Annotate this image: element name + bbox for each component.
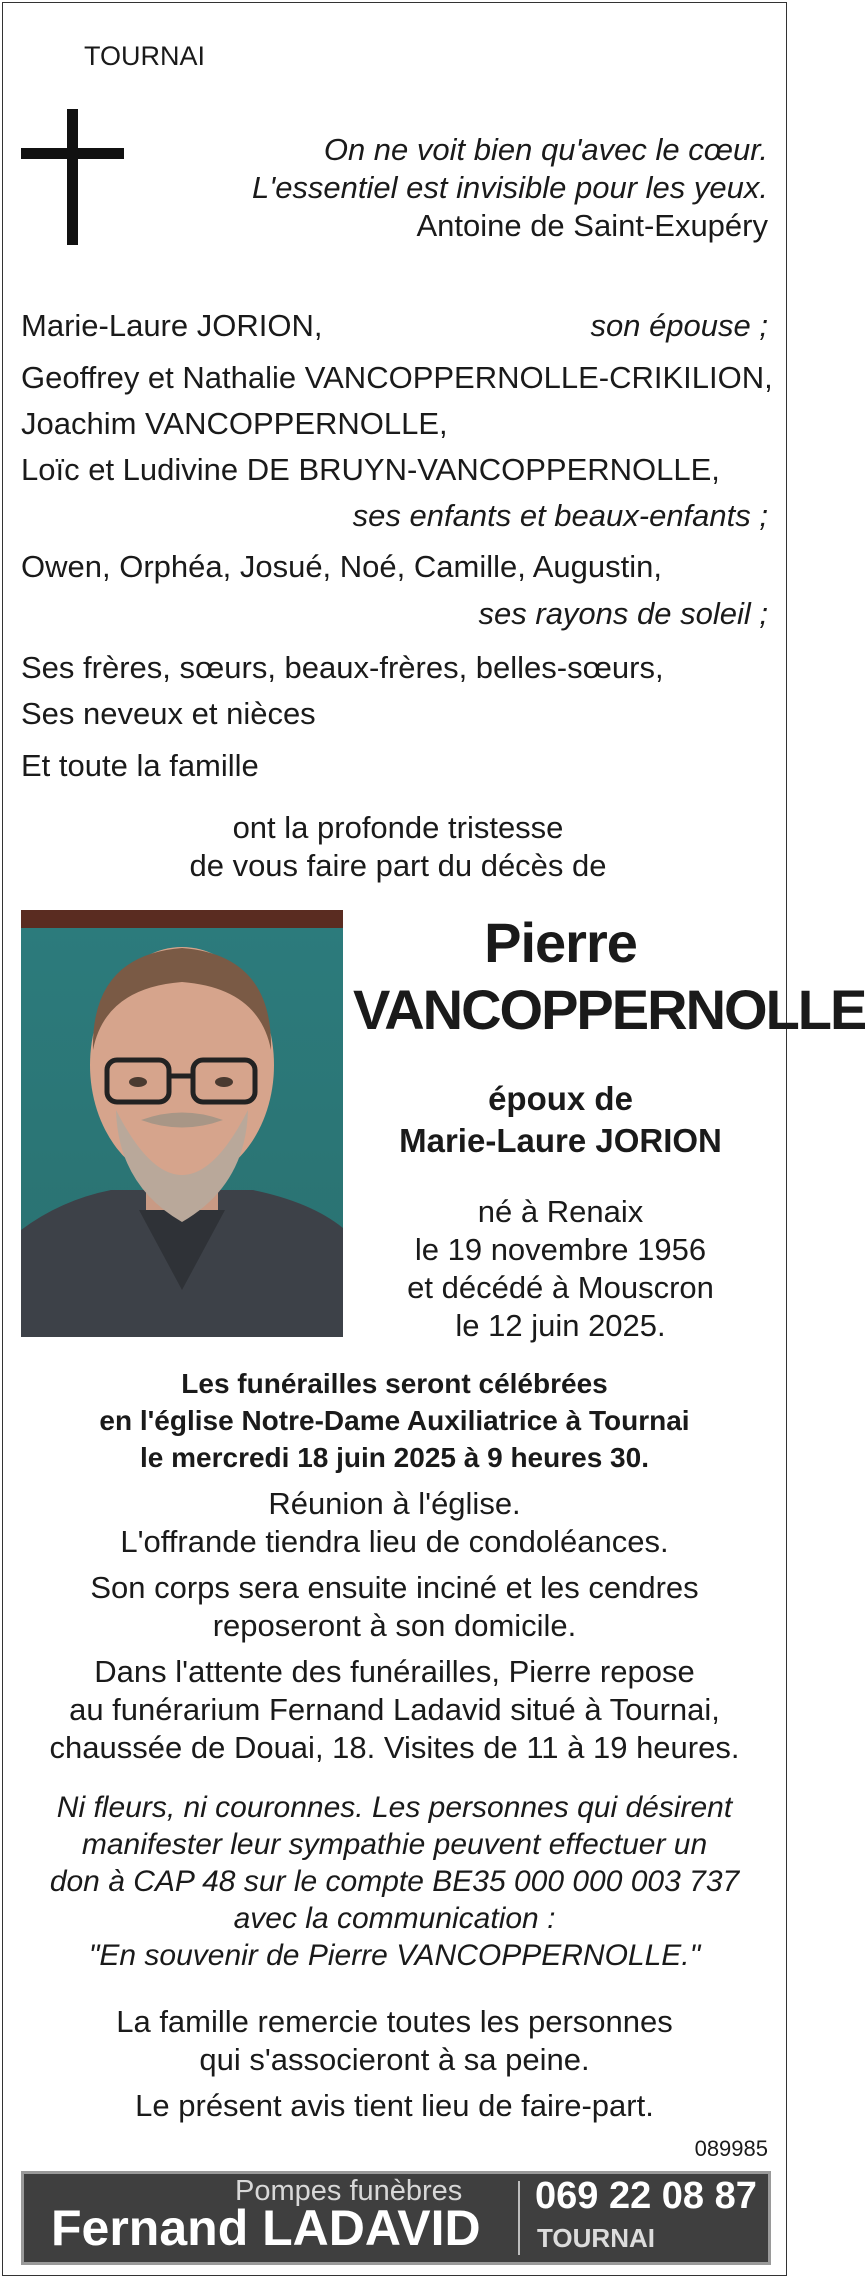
child-line-3: Loïc et Ludivine DE BRUYN-VANCOPPERNOLLE,: [21, 452, 720, 487]
donation-line-5: "En souvenir de Pierre VANCOPPERNOLLE.": [88, 1939, 701, 1972]
quote-line-1: On ne voit bien qu'avec le cœur.: [323, 132, 768, 167]
thanks-line-1: La famille remercie toutes les personnes: [116, 2004, 673, 2039]
nephews: Ses neveux et nièces: [21, 696, 316, 731]
funeral-home-name: Fernand LADAVID: [51, 2200, 481, 2256]
grandchildren: Owen, Orphéa, Josué, Noé, Camille, Augustin,: [21, 549, 662, 584]
deceased-first-name: Pierre: [484, 911, 637, 974]
funeral-home-phone: 069 22 08 87: [535, 2175, 757, 2217]
notice-line: Le présent avis tient lieu de faire-part.: [135, 2088, 654, 2123]
announcement-line-1: ont la profonde tristesse: [232, 810, 564, 845]
wake-line-1: Dans l'attente des funérailles, Pierre repose: [94, 1654, 695, 1689]
header-city: TOURNAI: [84, 41, 206, 71]
wake-line-3: chaussée de Douai, 18. Visites de 11 à 19 heures.: [49, 1730, 740, 1765]
child-line-1: Geoffrey et Nathalie VANCOPPERNOLLE-CRIKILION,: [21, 360, 773, 395]
funeral-line-2: en l'église Notre-Dame Auxiliatrice à Tournai: [99, 1405, 690, 1436]
child-line-2: Joachim VANCOPPERNOLLE,: [21, 406, 448, 441]
banner-divider: [518, 2181, 520, 2255]
funeral-home-subtitle: Pompes funèbres: [235, 2175, 463, 2207]
cremation-line-2: reposeront à son domicile.: [212, 1608, 577, 1643]
grandchildren-role: ses rayons de soleil ;: [478, 596, 768, 631]
obituary-notice: [2, 2, 865, 2276]
born-place: né à Renaix: [477, 1194, 644, 1229]
deceased-last-name: VANCOPPERNOLLE: [353, 978, 865, 1041]
deceased-spouse-name: Marie-Laure JORION: [399, 1122, 722, 1159]
announcement-line-2: de vous faire part du décès de: [189, 848, 607, 883]
wake-line-2: au funérarium Fernand Ladavid situé à Tournai,: [69, 1692, 720, 1727]
meeting-info: Réunion à l'église.: [268, 1486, 521, 1521]
deceased-spouse-label: époux de: [488, 1080, 633, 1117]
quote-author: Antoine de Saint-Exupéry: [416, 208, 768, 243]
siblings: Ses frères, sœurs, beaux-frères, belles-sœurs,: [21, 650, 664, 685]
donation-line-4: avec la communication :: [233, 1902, 556, 1935]
funeral-line-3: le mercredi 18 juin 2025 à 9 heures 30.: [140, 1442, 649, 1473]
offering-info: L'offrande tiendra lieu de condoléances.: [120, 1524, 669, 1559]
cremation-line-1: Son corps sera ensuite inciné et les cendres: [90, 1570, 699, 1605]
funeral-home-city: TOURNAI: [537, 2223, 655, 2253]
died-place: et décédé à Mouscron: [407, 1270, 714, 1305]
quote-line-2: L'essentiel est invisible pour les yeux.: [252, 170, 768, 205]
spouse-role: son épouse ;: [590, 308, 768, 343]
epigraph-quote: [128, 131, 768, 245]
donation-line-1: Ni fleurs, ni couronnes. Les personnes qui désirent: [56, 1791, 733, 1824]
spouse-name: Marie-Laure JORION,: [21, 308, 323, 343]
all-family: Et toute la famille: [21, 748, 259, 783]
donation-line-2: manifester leur sympathie peuvent effectuer un: [81, 1828, 708, 1861]
died-date: le 12 juin 2025.: [455, 1308, 666, 1343]
donation-line-3: don à CAP 48 sur le compte BE35 000 000 003 737: [49, 1865, 740, 1898]
reference-number: 089985: [694, 2136, 768, 2161]
funeral-line-1: Les funérailles seront célébrées: [181, 1368, 608, 1399]
children-role: ses enfants et beaux-enfants ;: [352, 498, 768, 533]
deceased-photo: [21, 910, 343, 1337]
thanks-line-2: qui s'associeront à sa peine.: [199, 2042, 590, 2077]
born-date: le 19 novembre 1956: [414, 1232, 707, 1267]
